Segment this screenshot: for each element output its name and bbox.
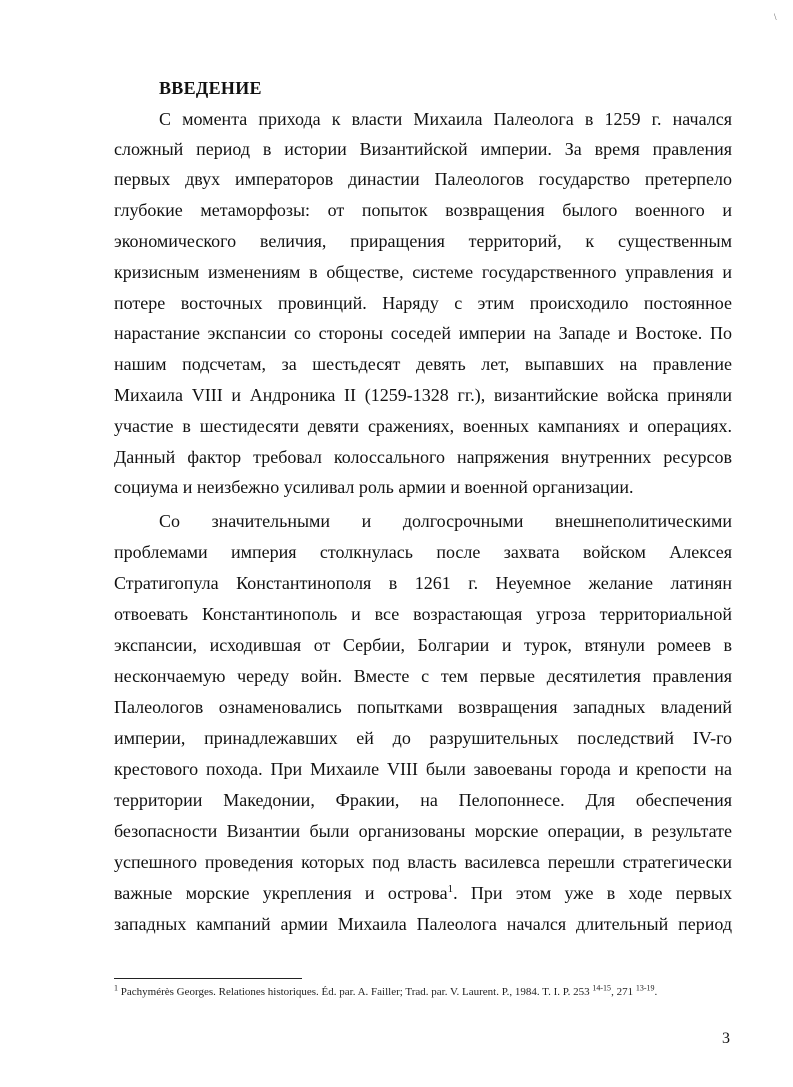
footnote-separator: , 271 [611,986,634,998]
footnote-pages: 13-19 [635,983,655,993]
text-line: глубокие метаморфозы: от попыток возвращения былого военного и [114,200,732,220]
text-line: отвоевать Константинополь и все возрастающая угроза территориальной [114,604,732,624]
text-line: Данный фактор требовал колоссального напряжения внутренних ресурсов [114,447,732,467]
text-line: С момента прихода к власти Михаила Палеолога в 1259 г. начался [159,109,732,129]
text-line: первых двух императоров династии Палеологов государство претерпело [114,169,732,189]
footnote-reference[interactable]: 1 [447,883,454,895]
footnote-text: Pachymérès Georges. Relationes historiques. Éd. par. A. Failler; Trad. par. V. Laurent. P., 1984. T. I. P. 253 [120,986,590,998]
text-line: проблемами империя столкнулась после захвата войском Алексея [114,542,732,562]
text-line: экспансии, исходившая от Сербии, Болгарии и турок, втянули ромеев в [114,635,732,655]
text-line: социума и неизбежно усиливал роль армии и военной организации. [114,477,634,497]
section-heading: ВВЕДЕНИЕ [159,78,262,98]
text-line: сложный период в истории Византийской империи. За время правления [114,139,732,159]
text-line: Михаила VIII и Андроника II (1259-1328 гг.), византийские войска приняли [114,385,732,405]
footnote-divider [114,978,302,979]
text-line: Со значительными и долгосрочными внешнеполитическими [159,511,732,531]
scan-mark: \ [774,12,777,22]
text-line: Палеологов ознаменовались попытками возвращения западных владений [114,697,732,717]
text-line: нескончаемую череду войн. Вместе с тем первые десятилетия правления [114,666,732,686]
footnote-pages: 14-15 [592,983,612,993]
page-number: 3 [722,1030,730,1047]
text-line: успешного проведения которых под власть василевса перешли стратегически [114,852,732,872]
text-line: безопасности Византии были организованы морские операции, в результате [114,821,732,841]
text-line: экономического величия, приращения территорий, к существенным [114,231,732,251]
text-line: нарастание экспансии со стороны соседей империи на Западе и Востоке. По [114,323,732,343]
text-line: кризисным изменениям в обществе, системе государственного управления и [114,262,732,282]
text-segment: важные морские укрепления и острова [114,883,448,903]
footnote [114,985,734,1000]
footnote-marker: 1 [114,983,118,993]
text-line: участие в шестидесяти девяти сражениях, военных кампаниях и операциях. [114,416,732,436]
text-line: Стратигопула Константинополя в 1261 г. Неуемное желание латинян [114,573,732,593]
text-line: империи, принадлежавших ей до разрушительных последствий IV-го [114,728,732,748]
text-line: территории Македонии, Фракии, на Пелопоннесе. Для обеспечения [114,790,732,810]
text-segment: . При этом уже в ходе первых [453,883,732,903]
footnote-end: . [654,986,658,998]
text-line-with-footnote-ref [114,882,732,904]
text-line: западных кампаний армии Михаила Палеолога начался длительный период [114,914,732,934]
text-line: нашим подсчетам, за шестьдесят девять лет, выпавших на правление [114,354,732,374]
text-line: потере восточных провинций. Наряду с этим происходило постоянное [114,293,732,313]
text-line: крестового похода. При Михаиле VIII были завоеваны города и крепости на [114,759,732,779]
